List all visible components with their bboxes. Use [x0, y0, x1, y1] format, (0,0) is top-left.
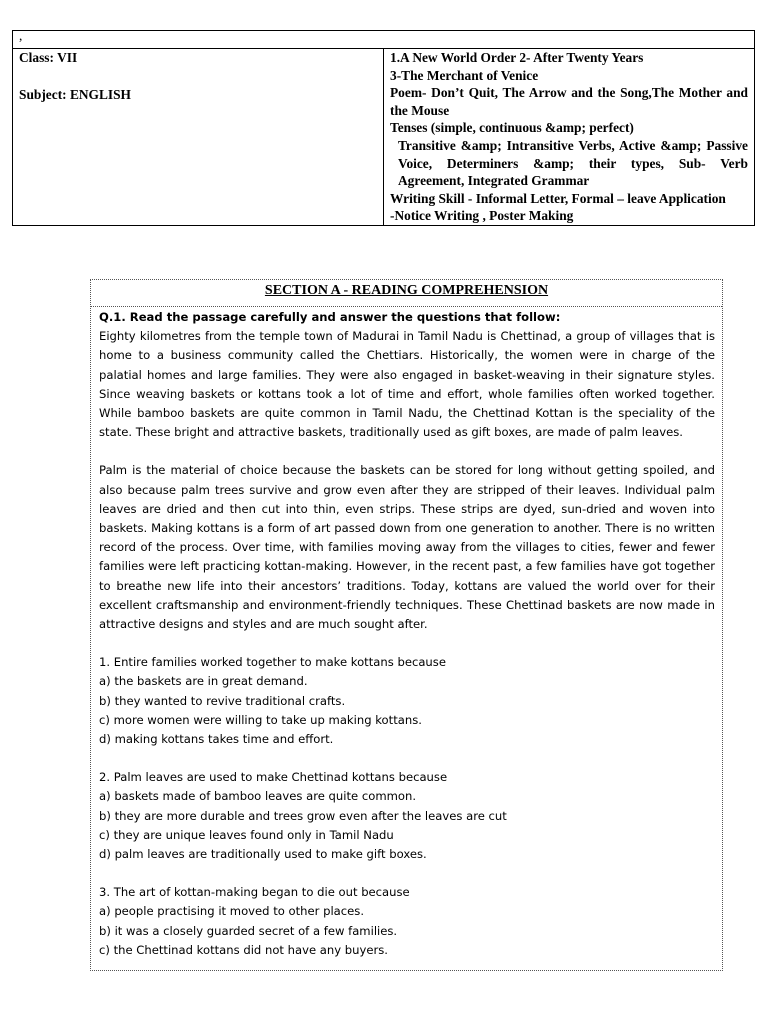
syllabus-line: Transitive &amp; Intransitive Verbs, Active &amp; Passive Voice, Determiners &amp; their types, Sub- Verb Agreement, Integrated Grammar — [398, 137, 748, 189]
spacer — [99, 442, 715, 461]
syllabus-line: Poem- Don’t Quit, The Arrow and the Song,The Mother and the Mouse — [390, 85, 748, 118]
syllabus-table — [12, 30, 755, 226]
question-3 — [99, 883, 715, 960]
syllabus-line: Tenses (simple, continuous &amp; perfect) — [390, 120, 634, 136]
question-option: a) people practising it moved to other places. — [99, 904, 365, 919]
class-subject-cell — [13, 49, 384, 226]
question-option: c) they are unique leaves found only in Tamil Nadu — [99, 827, 394, 842]
question-option: b) they wanted to revive traditional crafts. — [99, 693, 346, 708]
table-top-row — [13, 31, 755, 49]
syllabus-cell — [384, 49, 755, 226]
reading-comprehension-section — [90, 279, 723, 971]
corner-mark: , — [13, 31, 755, 49]
question-2 — [99, 768, 715, 864]
class-subject-row — [13, 49, 755, 226]
question-option: d) palm leaves are traditionally used to make gift boxes. — [99, 847, 427, 862]
passage-paragraph-1: Eighty kilometres from the temple town of Madurai in Tamil Nadu is Chettinad, a group of villages that is home to a business community called the Chettiars. Historically, the women were in charge of the palatial homes and large families. They were also engaged in basket-weaving in their signature styles. Since weaving baskets or kottans took a lot of time and effort, whole families often worked together. While bamboo baskets are quite common in Tamil Nadu, the Chettinad Kottan is the speciality of the state. These bright and attractive baskets, traditionally used as gift boxes, are made of palm leaves. — [99, 329, 715, 440]
syllabus-line: Writing Skill - Informal Letter, Formal – leave Application — [390, 190, 726, 206]
spacer — [99, 634, 715, 653]
question-heading: Q.1. Read the passage carefully and answer the questions that follow: — [99, 310, 561, 324]
syllabus-line: 1.A New World Order 2- After Twenty Years — [390, 50, 644, 65]
syllabus-line: 3-The Merchant of Venice — [390, 67, 539, 83]
question-option: b) they are more durable and trees grow even after the leaves are cut — [99, 808, 507, 823]
syllabus-line: -Notice Writing , Poster Making — [390, 208, 574, 224]
question-stem: 1. Entire families worked together to make kottans because — [99, 655, 446, 670]
passage-paragraph-2: Palm is the material of choice because the baskets can be stored for long without getting spoiled, and also because palm trees survive and grow even after they are stripped of their leaves. Individual palm leaves are dried and then cut into thin, even strips. These strips are dyed, sun-dried and woven into baskets. Making kottans is a form of art passed down from one generation to another. There is no written record of the process. Over time, with families moving away from the villages to cities, fewer and fewer families were left practicing kottan-making. However, in the recent past, a few families have got together to breathe new life into their ancestors’ traditions. Today, kottans are valued the world over for their excellent craftsmanship and environment-friendly techniques. These Chettinad baskets are now made in attractive designs and styles and are much sought after. — [99, 463, 715, 632]
question-option: a) baskets made of bamboo leaves are quite common. — [99, 789, 417, 804]
question-option: c) the Chettinad kottans did not have any buyers. — [99, 942, 388, 957]
question-stem: 3. The art of kottan-making began to die out because — [99, 885, 410, 900]
spacer — [99, 749, 715, 768]
question-option: a) the baskets are in great demand. — [99, 674, 308, 689]
question-option: c) more women were willing to take up making kottans. — [99, 712, 422, 727]
question-option: d) making kottans takes time and effort. — [99, 732, 334, 747]
question-option: b) it was a closely guarded secret of a few families. — [99, 923, 398, 938]
section-title: SECTION A - READING COMPREHENSION — [91, 280, 722, 307]
class-label: Class: VII — [19, 50, 78, 65]
question-stem: 2. Palm leaves are used to make Chettinad kottans because — [99, 770, 448, 785]
subject-label: Subject: ENGLISH — [19, 87, 131, 102]
question-1 — [99, 653, 715, 749]
spacer — [99, 864, 715, 883]
section-content — [99, 308, 715, 960]
